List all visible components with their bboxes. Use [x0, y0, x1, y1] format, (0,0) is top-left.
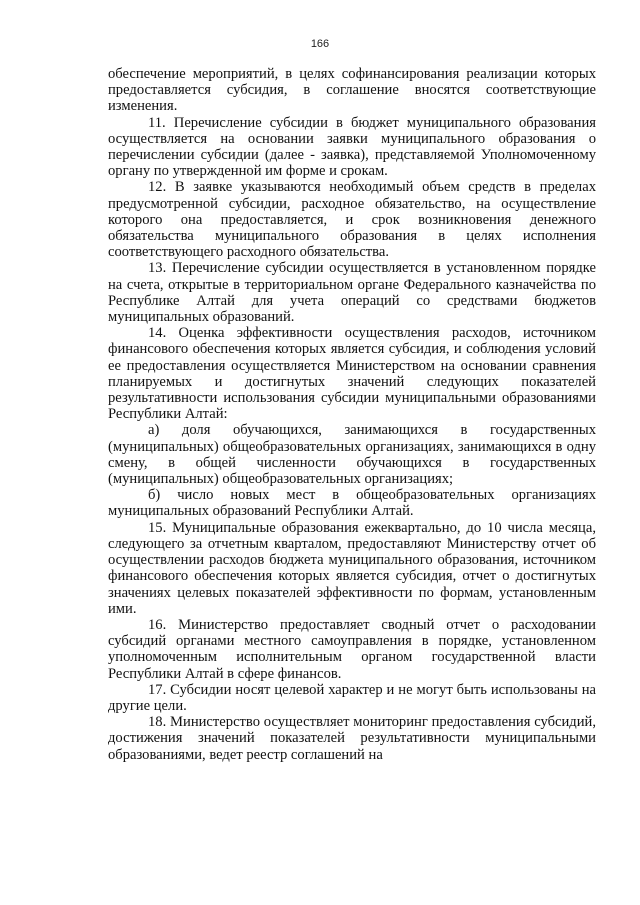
paragraph-continuation: обеспечение мероприятий, в целях софинансирования реализации которых предоставляется субсидия, в соглашение вносятся соответствующие изменения. — [108, 66, 596, 115]
paragraph-17: 17. Субсидии носят целевой характер и не могут быть использованы на другие цели. — [108, 681, 596, 714]
document-body — [108, 66, 596, 763]
paragraph-11: 11. Перечисление субсидии в бюджет муниципального образования осуществляется на основании заявки муниципального образования о перечислении субсидии (далее - заявка), представляемой Уполномоченному органу по утвержденной им форме и срокам. — [108, 114, 596, 180]
paragraph-16: 16. Министерство предоставляет сводный отчет о расходовании субсидий органами местного самоуправления в порядке, установленном уполномоченным исполнительным органом государственной власти Республики Алтай в сфере финансов. — [108, 616, 596, 682]
paragraph-13: 13. Перечисление субсидии осуществляется в установленном порядке на счета, открытые в территориальном органе Федерального казначейства по Республике Алтай для учета операций со средствами бюджетов муниципальных образований. — [108, 260, 596, 326]
paragraph-14: 14. Оценка эффективности осуществления расходов, источником финансового обеспечения которых является субсидия, и соблюдения условий ее предоставления осуществляется Министерством на основании сравнения планируемых и достигнутых значений следующих показателей результативности использования субсидии муниципальными образованиями Республики Алтай: — [108, 325, 596, 423]
paragraph-12: 12. В заявке указываются необходимый объем средств в пределах предусмотренной субсидии, расходное обязательство, на осуществление которого она предоставляется, и срок возникновения денежного обязательства муниципального образования в целях исполнения соответствующего расходного обязательства. — [108, 179, 596, 261]
paragraph-15: 15. Муниципальные образования ежеквартально, до 10 числа месяца, следующего за отчетным кварталом, предоставляют Министерству отчет об осуществлении расходов бюджета муниципального образования, источником финансового обеспечения которых является субсидия, отчет о достигнутых значениях целевых показателей эффективности по формам, установленным ими. — [108, 519, 596, 617]
paragraph-18: 18. Министерство осуществляет мониторинг предоставления субсидий, достижения значений показателей результативности муниципальными образованиями, ведет реестр соглашений на — [108, 714, 596, 763]
page-number: 166 — [310, 38, 330, 50]
paragraph-14-a: а) доля обучающихся, занимающихся в государственных (муниципальных) общеобразовательных организациях, занимающихся в одну смену, в общей численности обучающихся в государственных (муниципальных) общеобразовательных организациях; — [108, 422, 596, 488]
paragraph-14-b: б) число новых мест в общеобразовательных организациях муниципальных образований Республики Алтай. — [108, 487, 596, 520]
